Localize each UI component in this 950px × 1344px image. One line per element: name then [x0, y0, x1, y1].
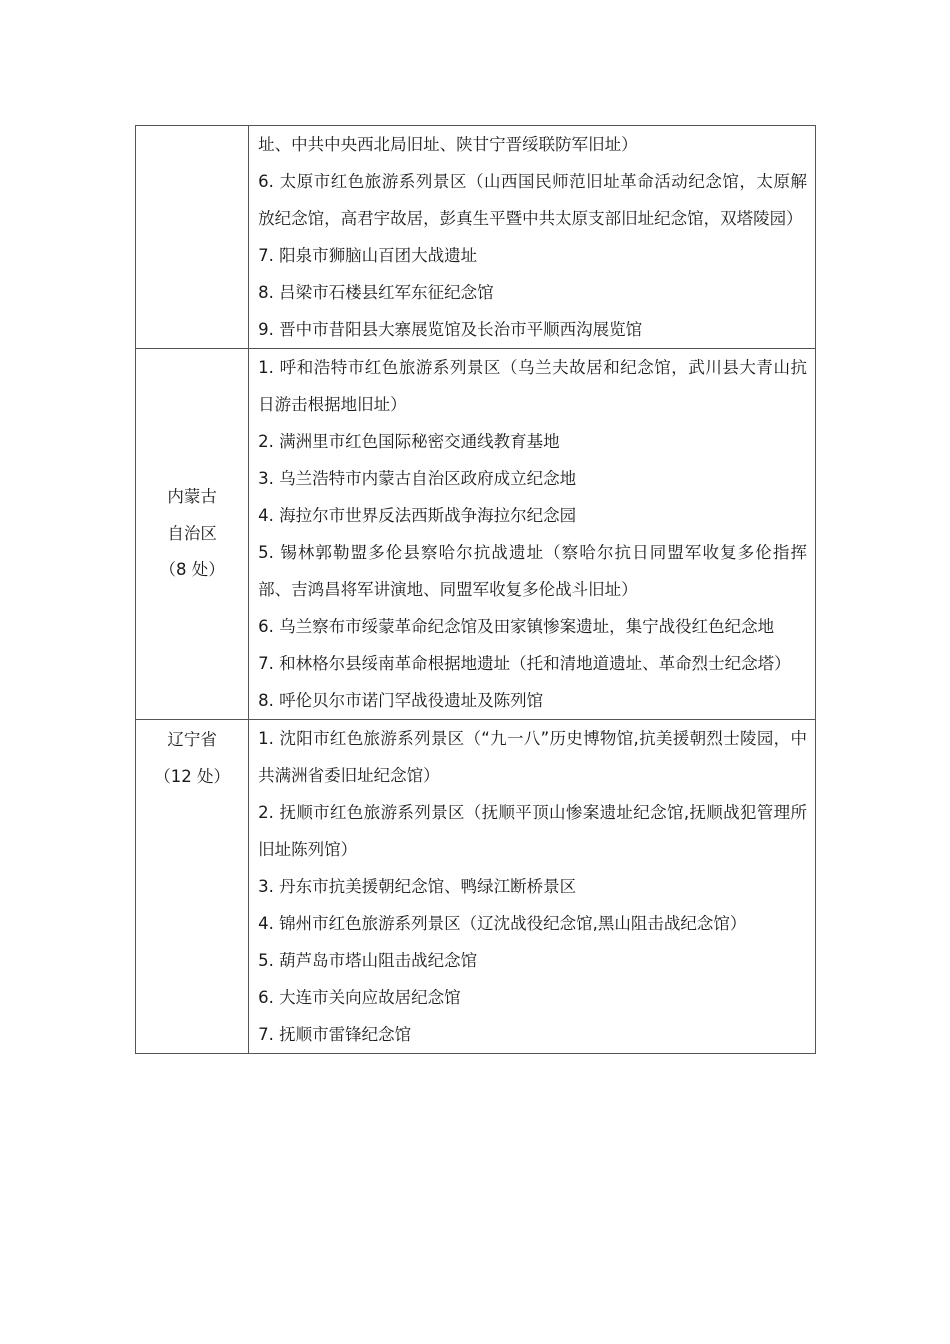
region-name-line: 辽宁省	[167, 730, 217, 749]
list-item: 4. 锦州市红色旅游系列景区（辽沈战役纪念馆,黑山阻击战纪念馆）	[258, 914, 747, 933]
list-item: 2. 满洲里市红色国际秘密交通线教育基地	[258, 432, 560, 451]
region-name-line: 内蒙古	[167, 487, 217, 507]
sites-cell	[249, 126, 816, 349]
list-item: 5. 锡林郭勒盟多伦县察哈尔抗战遗址（察哈尔抗日同盟军收复多伦指挥部、吉鸿昌将军讲演地、同盟军收复多伦战斗旧址）	[258, 543, 807, 599]
list-item: 3. 乌兰浩特市内蒙古自治区政府成立纪念地	[258, 469, 577, 488]
table-row	[136, 349, 816, 720]
table-row	[136, 720, 816, 1054]
list-item: 9. 晋中市昔阳县大寨展览馆及长治市平顺西沟展览馆	[258, 320, 643, 339]
region-count: （8 处）	[159, 560, 225, 580]
list-item: 3. 丹东市抗美援朝纪念馆、鸭绿江断桥景区	[258, 877, 577, 896]
list-item: 8. 呼伦贝尔市诺门罕战役遗址及陈列馆	[258, 691, 544, 710]
region-cell	[136, 126, 249, 349]
list-item: 7. 阳泉市狮脑山百团大战遗址	[258, 246, 478, 265]
list-item: 6. 乌兰察布市绥蒙革命纪念馆及田家镇惨案遗址，集宁战役红色纪念地	[258, 617, 775, 636]
sites-cell	[249, 720, 816, 1054]
list-item: 7. 抚顺市雷锋纪念馆	[258, 1025, 412, 1044]
list-item: 2. 抚顺市红色旅游系列景区（抚顺平顶山惨案遗址纪念馆,抚顺战犯管理所旧址陈列馆）	[258, 803, 807, 859]
list-item: 7. 和林格尔县绥南革命根据地遗址（托和清地道遗址、革命烈士纪念塔）	[258, 654, 791, 673]
list-item: 址、中共中央西北局旧址、陕甘宁晋绥联防军旧址）	[258, 135, 638, 154]
list-item: 6. 大连市关向应故居纪念馆	[258, 988, 461, 1007]
list-item: 4. 海拉尔市世界反法西斯战争海拉尔纪念园	[258, 506, 577, 525]
region-count: （12 处）	[154, 766, 230, 786]
sites-table	[135, 125, 816, 1054]
list-item: 1. 沈阳市红色旅游系列景区（“九一八”历史博物馆,抗美援朝烈士陵园，中共满洲省委旧址纪念馆）	[258, 729, 807, 785]
sites-cell	[249, 349, 816, 720]
region-name-line: 自治区	[167, 523, 217, 543]
region-cell	[136, 349, 249, 720]
region-cell	[136, 720, 249, 1054]
table-row	[136, 126, 816, 349]
list-item: 1. 呼和浩特市红色旅游系列景区（乌兰夫故居和纪念馆，武川县大青山抗日游击根据地旧址）	[258, 358, 807, 414]
list-item: 5. 葫芦岛市塔山阻击战纪念馆	[258, 951, 478, 970]
list-item: 8. 吕梁市石楼县红军东征纪念馆	[258, 283, 494, 302]
list-item: 6. 太原市红色旅游系列景区（山西国民师范旧址革命活动纪念馆，太原解放纪念馆，高君宇故居，彭真生平暨中共太原支部旧址纪念馆，双塔陵园）	[258, 172, 807, 228]
